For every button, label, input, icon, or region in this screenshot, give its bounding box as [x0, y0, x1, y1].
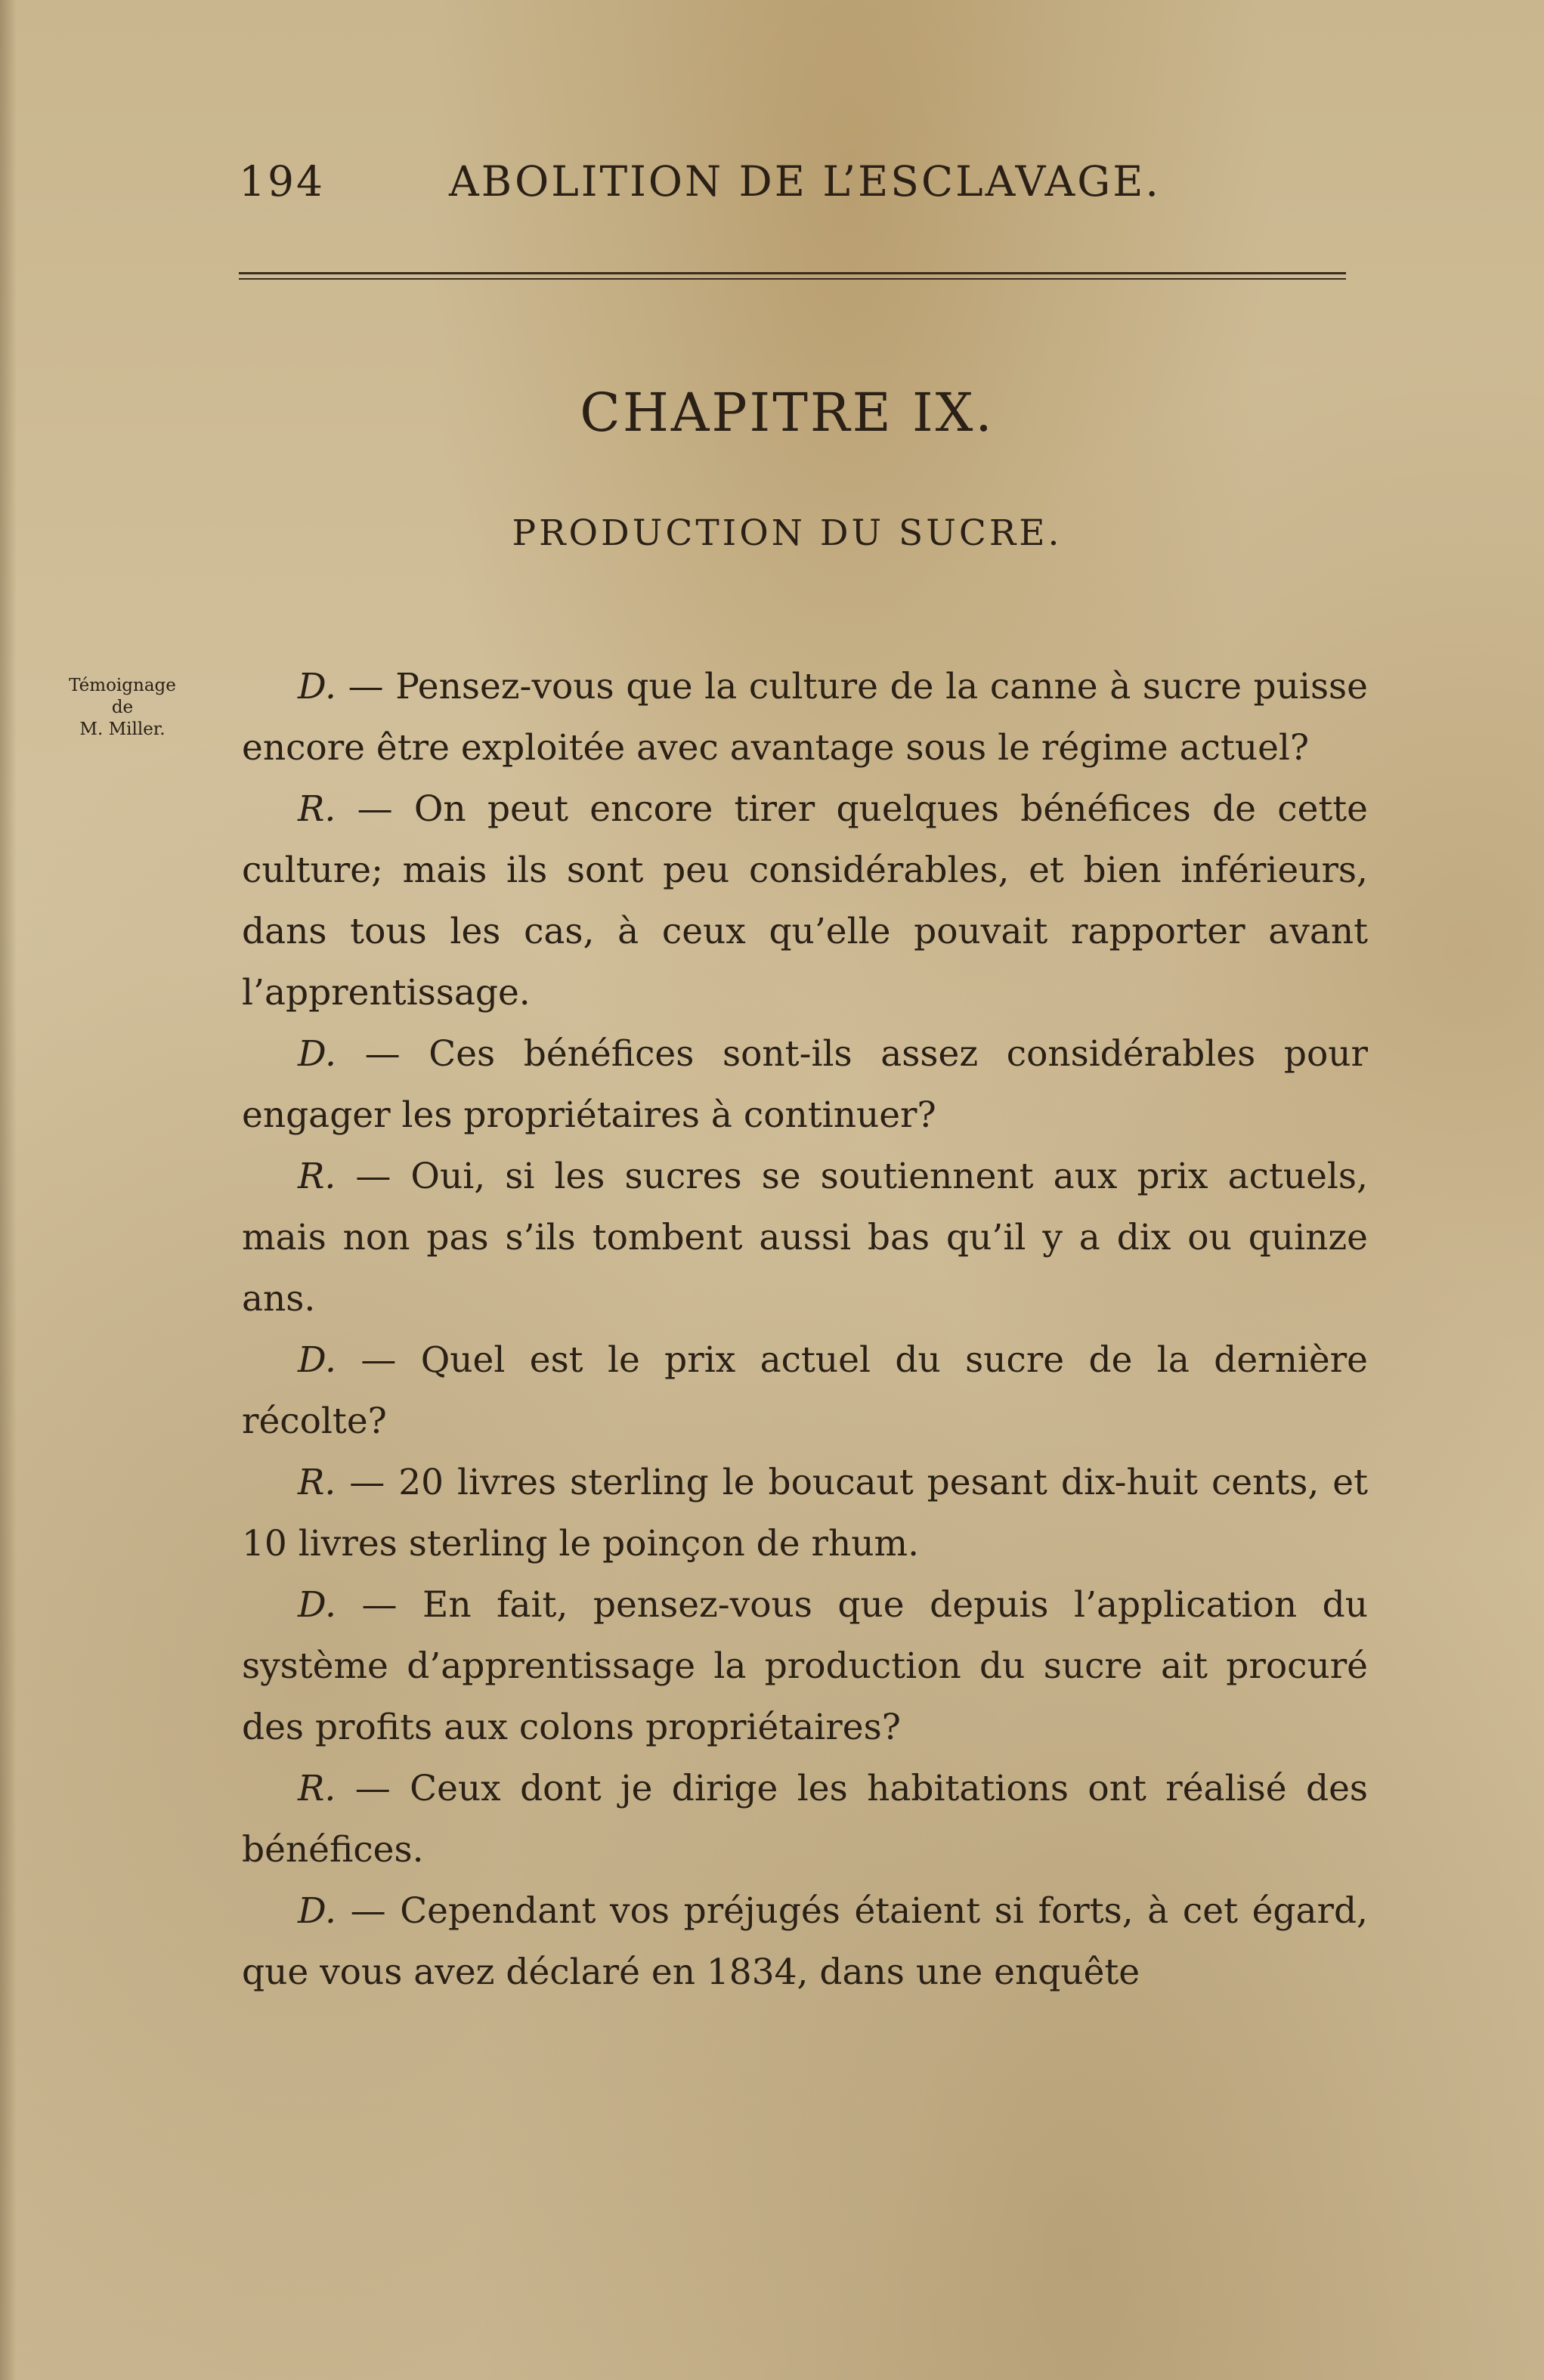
paragraph — [242, 1452, 1368, 1574]
paragraph — [242, 1146, 1368, 1329]
paragraph — [242, 778, 1368, 1023]
chapter-subtitle: PRODUCTION DU SUCRE. — [512, 512, 1063, 554]
speaker-label: R. — [298, 1768, 336, 1809]
paragraph-text: — En fait, pensez-vous que depuis l’application du système d’apprentissage la production du sucre ait procuré des profits aux colons propriétaires? — [242, 1584, 1368, 1748]
paragraph-text: — Ces bénéfices sont-ils assez considérables pour engager les propriétaires à continuer? — [242, 1033, 1368, 1136]
marginal-note — [47, 675, 198, 741]
marginal-note-line: M. Miller. — [79, 720, 166, 739]
paragraph-text: — Oui, si les sucres se soutiennent aux prix actuels, mais non pas s’ils tombent aussi bas qu’il y a dix ou quinze ans. — [242, 1156, 1368, 1320]
paragraph — [242, 656, 1368, 778]
marginal-note-line: Témoignage — [69, 676, 176, 695]
page-number: 194 — [239, 157, 325, 206]
speaker-label: R. — [298, 1156, 336, 1197]
paragraph-text: — 20 livres sterling le boucaut pesant dix-huit cents, et 10 livres sterling le poinçon de rhum. — [242, 1462, 1368, 1564]
paragraph-text: — Ceux dont je dirige les habitations ont réalisé des bénéfices. — [242, 1768, 1368, 1871]
running-title: ABOLITION DE L’ESCLAVAGE. — [449, 157, 1161, 206]
speaker-label: R. — [298, 1462, 336, 1503]
page-header — [239, 157, 1346, 210]
speaker-label: D. — [298, 666, 336, 707]
body-text — [242, 656, 1368, 2003]
speaker-label: D. — [298, 1033, 336, 1075]
chapter-title: CHAPITRE IX. — [580, 382, 995, 444]
speaker-label: D. — [298, 1890, 336, 1932]
paragraph — [242, 1023, 1368, 1146]
speaker-label: D. — [298, 1339, 336, 1381]
paragraph — [242, 1758, 1368, 1880]
paragraph-text: — Quel est le prix actuel du sucre de la dernière récolte? — [242, 1339, 1368, 1442]
paragraph — [242, 1329, 1368, 1452]
header-rule — [239, 272, 1346, 280]
paragraph — [242, 1880, 1368, 2003]
speaker-label: D. — [298, 1584, 336, 1626]
paragraph-text: — Pensez-vous que la culture de la canne à sucre puisse encore être exploitée avec avantage sous le régime actuel? — [242, 666, 1368, 769]
marginal-note-line: de — [111, 698, 134, 717]
speaker-label: R. — [298, 788, 336, 830]
paragraph-text: — Cependant vos préjugés étaient si forts, à cet égard, que vous avez déclaré en 1834, dans une enquête — [242, 1890, 1368, 1993]
paragraph — [242, 1574, 1368, 1758]
paragraph-text: — On peut encore tirer quelques bénéfices de cette culture; mais ils sont peu considérables, et bien inférieurs, dans tous les cas, à ceux qu’elle pouvait rapporter avant l’apprentissage. — [242, 788, 1368, 1014]
page-binding-edge — [0, 0, 17, 2380]
